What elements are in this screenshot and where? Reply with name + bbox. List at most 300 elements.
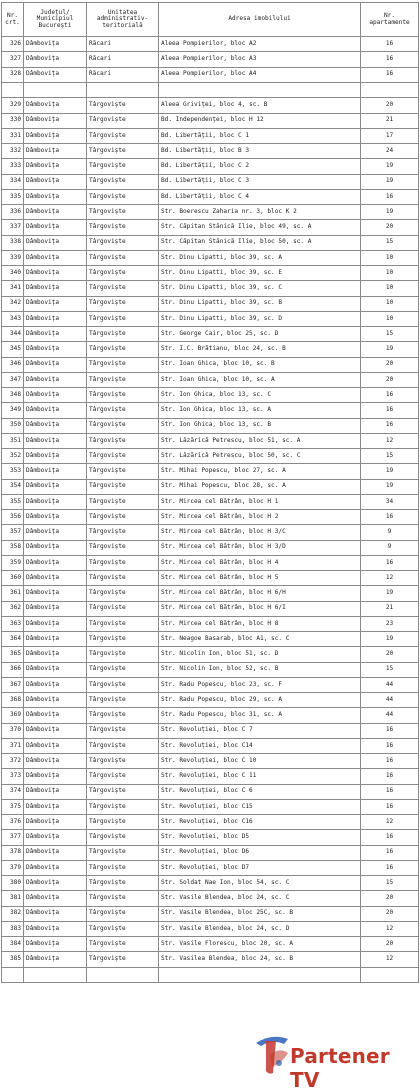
- header-judet: Județul/ Municipiul București: [24, 3, 87, 37]
- table-row: [2, 52, 419, 67]
- cell-apartamente: 10: [361, 311, 419, 326]
- table-row: [2, 723, 419, 738]
- cell-unitate: Târgoviște: [87, 357, 159, 372]
- cell-adresa: Str. Soldat Nae Ion, bloc 54, sc. C: [159, 876, 361, 891]
- cell-nr: 356: [2, 510, 24, 525]
- cell-nr: 351: [2, 433, 24, 448]
- cell-apartamente: 15: [361, 449, 419, 464]
- cell-adresa: Aleea Pompierilor, bloc A4: [159, 67, 361, 82]
- cell-judet: Dâmbovița: [24, 266, 87, 281]
- cell-adresa: Str. Căpitan Stănică Ilie, bloc 49, sc. A: [159, 220, 361, 235]
- cell-judet: Dâmbovița: [24, 738, 87, 753]
- cell-adresa: Str. Revoluției, bloc C 7: [159, 723, 361, 738]
- table-row: [2, 144, 419, 159]
- table-row: [2, 266, 419, 281]
- cell-unitate: Târgoviște: [87, 174, 159, 189]
- cell-adresa: Str. Mircea cel Bătrân, bloc H 3/C: [159, 525, 361, 540]
- cell-apartamente: 24: [361, 144, 419, 159]
- table-row: [2, 815, 419, 830]
- cell-apartamente: 16: [361, 830, 419, 845]
- table-body-main: [2, 98, 419, 967]
- cell-nr: 360: [2, 571, 24, 586]
- cell-nr: 357: [2, 525, 24, 540]
- cell-unitate: Târgoviște: [87, 449, 159, 464]
- cell-apartamente: 20: [361, 372, 419, 387]
- cell-unitate: Târgoviște: [87, 98, 159, 113]
- cell-apartamente: 19: [361, 159, 419, 174]
- cell-nr: 358: [2, 540, 24, 555]
- cell-unitate: Târgoviște: [87, 555, 159, 570]
- table-header-row: [2, 3, 419, 37]
- cell-adresa: Str. Revoluției, bloc D7: [159, 860, 361, 875]
- table-row: [2, 433, 419, 448]
- cell-unitate: Răcari: [87, 52, 159, 67]
- cell-apartamente: 12: [361, 571, 419, 586]
- cell-judet: Dâmbovița: [24, 296, 87, 311]
- cell-unitate: Târgoviște: [87, 159, 159, 174]
- cell-nr: 352: [2, 449, 24, 464]
- blank-row: [2, 82, 419, 98]
- cell-nr: 327: [2, 52, 24, 67]
- cell-unitate: Târgoviște: [87, 525, 159, 540]
- cell-nr: 364: [2, 632, 24, 647]
- cell-unitate: Târgoviște: [87, 723, 159, 738]
- cell-judet: Dâmbovița: [24, 647, 87, 662]
- cell-nr: 366: [2, 662, 24, 677]
- cell-nr: 376: [2, 815, 24, 830]
- cell-adresa: Aleea Pompierilor, bloc A2: [159, 37, 361, 52]
- cell-judet: Dâmbovița: [24, 510, 87, 525]
- cell-judet: Dâmbovița: [24, 464, 87, 479]
- cell-unitate: Târgoviște: [87, 754, 159, 769]
- cell-adresa: Bd. Independenței, bloc H 12: [159, 113, 361, 128]
- cell-judet: Dâmbovița: [24, 174, 87, 189]
- cell-adresa: Str. Revoluției, bloc C 11: [159, 769, 361, 784]
- cell-adresa: Str. Neagoe Basarab, bloc A1, sc. C: [159, 632, 361, 647]
- cell-nr: 361: [2, 586, 24, 601]
- cell-adresa: Str. I.C. Brătianu, bloc 24, sc. B: [159, 342, 361, 357]
- watermark-text: Partener TV: [290, 1044, 390, 1092]
- cell-nr: 339: [2, 250, 24, 265]
- cell-judet: Dâmbovița: [24, 189, 87, 204]
- cell-judet: Dâmbovița: [24, 144, 87, 159]
- cell-unitate: Târgoviște: [87, 632, 159, 647]
- table-row: [2, 616, 419, 631]
- cell-nr: 342: [2, 296, 24, 311]
- cell-apartamente: 23: [361, 616, 419, 631]
- cell-adresa: Str. Mircea cel Bătrân, bloc H 4: [159, 555, 361, 570]
- cell-apartamente: 19: [361, 464, 419, 479]
- cell-judet: Dâmbovița: [24, 388, 87, 403]
- cell-unitate: Târgoviște: [87, 189, 159, 204]
- cell-adresa: Str. Căpitan Stănică Ilie, bloc 50, sc. A: [159, 235, 361, 250]
- cell-judet: Dâmbovița: [24, 799, 87, 814]
- cell-judet: Dâmbovița: [24, 830, 87, 845]
- cell-adresa: Str. Vasilea Blendea, bloc 24, sc. B: [159, 952, 361, 967]
- cell-nr: 344: [2, 327, 24, 342]
- cell-unitate: Târgoviște: [87, 113, 159, 128]
- cell-unitate: Târgoviște: [87, 830, 159, 845]
- cell-nr: 378: [2, 845, 24, 860]
- cell-adresa: Str. Mihai Popescu, bloc 28, sc. A: [159, 479, 361, 494]
- cell-adresa: Str. Vasile Florescu, bloc 20, sc. A: [159, 937, 361, 952]
- table-row: [2, 113, 419, 128]
- cell-judet: Dâmbovița: [24, 662, 87, 677]
- table-row: [2, 205, 419, 220]
- table-row: [2, 449, 419, 464]
- cell-apartamente: 16: [361, 510, 419, 525]
- cell-adresa: Str. Vasile Blendea, bloc 25C, sc. B: [159, 906, 361, 921]
- cell-nr: 330: [2, 113, 24, 128]
- cell-apartamente: 19: [361, 632, 419, 647]
- cell-adresa: Str. Ion Ghica, bloc 13, sc. A: [159, 403, 361, 418]
- cell-judet: Dâmbovița: [24, 540, 87, 555]
- partener-tv-watermark: [248, 1033, 418, 1092]
- cell-unitate: Târgoviște: [87, 601, 159, 616]
- cell-unitate: Târgoviște: [87, 479, 159, 494]
- cell-apartamente: 19: [361, 205, 419, 220]
- cell-nr: 345: [2, 342, 24, 357]
- cell-nr: 384: [2, 937, 24, 952]
- cell-apartamente: 16: [361, 769, 419, 784]
- partener-tv-logo-icon: [252, 1033, 292, 1077]
- cell-judet: Dâmbovița: [24, 98, 87, 113]
- table-row: [2, 128, 419, 143]
- cell-judet: Dâmbovița: [24, 342, 87, 357]
- cell-adresa: Str. Mircea cel Bătrân, bloc H 2: [159, 510, 361, 525]
- cell-nr: 370: [2, 723, 24, 738]
- cell-nr: 347: [2, 372, 24, 387]
- cell-judet: Dâmbovița: [24, 723, 87, 738]
- header-nr: Nr. crt.: [2, 3, 24, 37]
- cell-apartamente: 15: [361, 662, 419, 677]
- cell-unitate: Târgoviște: [87, 327, 159, 342]
- cell-apartamente: 16: [361, 784, 419, 799]
- cell-unitate: Târgoviște: [87, 937, 159, 952]
- table-row: [2, 876, 419, 891]
- cell-judet: Dâmbovița: [24, 693, 87, 708]
- cell-apartamente: 16: [361, 555, 419, 570]
- cell-adresa: Aleea Pompierilor, bloc A3: [159, 52, 361, 67]
- cell-nr: 346: [2, 357, 24, 372]
- cell-adresa: Bd. Libertății, bloc C 3: [159, 174, 361, 189]
- table-row: [2, 159, 419, 174]
- cell-judet: Dâmbovița: [24, 586, 87, 601]
- cell-apartamente: 12: [361, 815, 419, 830]
- cell-adresa: Str. Revoluției, bloc D5: [159, 830, 361, 845]
- cell-adresa: Bd. Libertății, bloc B 3: [159, 144, 361, 159]
- cell-unitate: Târgoviște: [87, 250, 159, 265]
- table-row: [2, 342, 419, 357]
- cell-nr: 341: [2, 281, 24, 296]
- cell-judet: Dâmbovița: [24, 327, 87, 342]
- cell-judet: Dâmbovița: [24, 677, 87, 692]
- cell-judet: Dâmbovița: [24, 67, 87, 82]
- cell-adresa: Str. Mircea cel Bătrân, bloc H 5: [159, 571, 361, 586]
- cell-unitate: Târgoviște: [87, 388, 159, 403]
- cell-apartamente: 16: [361, 37, 419, 52]
- cell-judet: Dâmbovița: [24, 754, 87, 769]
- cell-unitate: Târgoviște: [87, 433, 159, 448]
- cell-apartamente: 16: [361, 189, 419, 204]
- cell-judet: Dâmbovița: [24, 449, 87, 464]
- cell-adresa: Str. Mircea cel Bătrân, bloc H 8: [159, 616, 361, 631]
- cell-judet: Dâmbovița: [24, 937, 87, 952]
- table-row: [2, 555, 419, 570]
- cell-apartamente: 19: [361, 342, 419, 357]
- cell-unitate: Târgoviște: [87, 693, 159, 708]
- cell-apartamente: 21: [361, 601, 419, 616]
- cell-unitate: Târgoviște: [87, 876, 159, 891]
- cell-nr: 336: [2, 205, 24, 220]
- cell-adresa: Str. Revoluției, bloc C 10: [159, 754, 361, 769]
- cell-unitate: Târgoviște: [87, 403, 159, 418]
- cell-nr: 350: [2, 418, 24, 433]
- cell-unitate: Târgoviște: [87, 784, 159, 799]
- cell-apartamente: 10: [361, 266, 419, 281]
- cell-nr: 349: [2, 403, 24, 418]
- cell-adresa: Str. Mircea cel Bătrân, bloc H 6/H: [159, 586, 361, 601]
- cell-judet: Dâmbovița: [24, 845, 87, 860]
- cell-unitate: Târgoviște: [87, 815, 159, 830]
- cell-unitate: Târgoviște: [87, 266, 159, 281]
- cell-unitate: Târgoviște: [87, 891, 159, 906]
- cell-apartamente: 16: [361, 388, 419, 403]
- cell-judet: Dâmbovița: [24, 311, 87, 326]
- cell-nr: 328: [2, 67, 24, 82]
- table-row: [2, 311, 419, 326]
- table-row: [2, 677, 419, 692]
- cell-unitate: Târgoviște: [87, 220, 159, 235]
- cell-adresa: Str. George Cair, bloc 25, sc. D: [159, 327, 361, 342]
- cell-adresa: Str. Radu Popescu, bloc 29, sc. A: [159, 693, 361, 708]
- table-row: [2, 784, 419, 799]
- cell-adresa: Str. Ion Ghica, bloc 13, sc. C: [159, 388, 361, 403]
- cell-nr: 369: [2, 708, 24, 723]
- cell-adresa: Str. Revoluției, bloc C15: [159, 799, 361, 814]
- cell-judet: Dâmbovița: [24, 128, 87, 143]
- cell-adresa: Str. Mircea cel Bătrân, bloc H 1: [159, 494, 361, 509]
- cell-nr: 329: [2, 98, 24, 113]
- cell-nr: 382: [2, 906, 24, 921]
- cell-unitate: Târgoviște: [87, 921, 159, 936]
- cell-judet: Dâmbovița: [24, 952, 87, 967]
- cell-apartamente: 16: [361, 403, 419, 418]
- cell-nr: 333: [2, 159, 24, 174]
- cell-apartamente: 19: [361, 174, 419, 189]
- cell-judet: Dâmbovița: [24, 37, 87, 52]
- cell-unitate: Târgoviște: [87, 860, 159, 875]
- cell-unitate: Târgoviște: [87, 205, 159, 220]
- cell-unitate: Târgoviște: [87, 799, 159, 814]
- table-row: [2, 357, 419, 372]
- cell-adresa: Bd. Libertății, bloc C 1: [159, 128, 361, 143]
- cell-apartamente: 12: [361, 952, 419, 967]
- cell-apartamente: 12: [361, 433, 419, 448]
- header-unitate: Unitatea administrativ-teritorială: [87, 3, 159, 37]
- cell-nr: 343: [2, 311, 24, 326]
- cell-unitate: Târgoviște: [87, 235, 159, 250]
- cell-nr: 359: [2, 555, 24, 570]
- table-row: [2, 601, 419, 616]
- table-row: [2, 296, 419, 311]
- cell-apartamente: 9: [361, 525, 419, 540]
- cell-judet: Dâmbovița: [24, 418, 87, 433]
- cell-adresa: Str. Radu Popescu, bloc 31, sc. A: [159, 708, 361, 723]
- cell-judet: Dâmbovița: [24, 433, 87, 448]
- cell-judet: Dâmbovița: [24, 876, 87, 891]
- cell-adresa: Str. Vasile Blendea, bloc 24, sc. C: [159, 891, 361, 906]
- cell-apartamente: 16: [361, 738, 419, 753]
- cell-unitate: Târgoviște: [87, 952, 159, 967]
- apartments-table: [1, 2, 419, 983]
- cell-unitate: Târgoviște: [87, 372, 159, 387]
- table-row: [2, 937, 419, 952]
- cell-nr: 332: [2, 144, 24, 159]
- cell-nr: 374: [2, 784, 24, 799]
- table-row: [2, 479, 419, 494]
- table-row: [2, 510, 419, 525]
- table-row: [2, 708, 419, 723]
- cell-judet: Dâmbovița: [24, 906, 87, 921]
- cell-nr: 379: [2, 860, 24, 875]
- cell-apartamente: 10: [361, 250, 419, 265]
- cell-adresa: Bd. Libertății, bloc C 4: [159, 189, 361, 204]
- cell-judet: Dâmbovița: [24, 403, 87, 418]
- cell-unitate: Târgoviște: [87, 418, 159, 433]
- table-body-top: [2, 37, 419, 83]
- cell-unitate: Târgoviște: [87, 845, 159, 860]
- cell-nr: 371: [2, 738, 24, 753]
- cell-nr: 375: [2, 799, 24, 814]
- cell-nr: 383: [2, 921, 24, 936]
- cell-nr: 348: [2, 388, 24, 403]
- table-row: [2, 189, 419, 204]
- cell-adresa: Str. Mihai Popescu, bloc 27, sc. A: [159, 464, 361, 479]
- cell-unitate: Târgoviște: [87, 616, 159, 631]
- cell-unitate: Târgoviște: [87, 571, 159, 586]
- cell-adresa: Str. Mircea cel Bătrân, bloc H 6/I: [159, 601, 361, 616]
- cell-unitate: Târgoviște: [87, 281, 159, 296]
- table-row: [2, 372, 419, 387]
- cell-apartamente: 21: [361, 113, 419, 128]
- cell-judet: Dâmbovița: [24, 357, 87, 372]
- cell-adresa: Aleea Griviței, bloc 4, sc. B: [159, 98, 361, 113]
- cell-adresa: Str. Dinu Lipatti, bloc 39, sc. C: [159, 281, 361, 296]
- cell-unitate: Târgoviște: [87, 296, 159, 311]
- cell-nr: 335: [2, 189, 24, 204]
- cell-unitate: Târgoviște: [87, 128, 159, 143]
- cell-adresa: Str. Dinu Lipatti, bloc 39, sc. D: [159, 311, 361, 326]
- cell-adresa: Str. Mircea cel Bătrân, bloc H 3/D: [159, 540, 361, 555]
- cell-apartamente: 10: [361, 281, 419, 296]
- cell-apartamente: 20: [361, 906, 419, 921]
- cell-adresa: Bd. Libertății, bloc C 2: [159, 159, 361, 174]
- cell-apartamente: 19: [361, 479, 419, 494]
- cell-unitate: Târgoviște: [87, 144, 159, 159]
- table-row: [2, 647, 419, 662]
- cell-adresa: Str. Ioan Ghica, bloc 10, sc. A: [159, 372, 361, 387]
- cell-judet: Dâmbovița: [24, 616, 87, 631]
- cell-unitate: Târgoviște: [87, 662, 159, 677]
- cell-apartamente: 16: [361, 860, 419, 875]
- cell-adresa: Str. Revoluției, bloc C16: [159, 815, 361, 830]
- cell-apartamente: 10: [361, 296, 419, 311]
- table-row: [2, 494, 419, 509]
- cell-apartamente: 20: [361, 891, 419, 906]
- cell-apartamente: 16: [361, 723, 419, 738]
- cell-nr: 363: [2, 616, 24, 631]
- cell-apartamente: 15: [361, 327, 419, 342]
- cell-adresa: Str. Ion Ghica, bloc 13, sc. B: [159, 418, 361, 433]
- table-row: [2, 98, 419, 113]
- cell-unitate: Răcari: [87, 67, 159, 82]
- table-row: [2, 37, 419, 52]
- cell-unitate: Târgoviște: [87, 769, 159, 784]
- cell-nr: 380: [2, 876, 24, 891]
- cell-unitate: Târgoviște: [87, 510, 159, 525]
- table-row: [2, 540, 419, 555]
- cell-judet: Dâmbovița: [24, 632, 87, 647]
- cell-adresa: Str. Nicolin Ion, bloc 51, sc. D: [159, 647, 361, 662]
- cell-apartamente: 34: [361, 494, 419, 509]
- cell-judet: Dâmbovița: [24, 784, 87, 799]
- cell-apartamente: 16: [361, 845, 419, 860]
- cell-judet: Dâmbovița: [24, 159, 87, 174]
- table-row: [2, 250, 419, 265]
- cell-unitate: Târgoviște: [87, 738, 159, 753]
- cell-judet: Dâmbovița: [24, 235, 87, 250]
- cell-nr: 367: [2, 677, 24, 692]
- table-row: [2, 662, 419, 677]
- cell-judet: Dâmbovița: [24, 52, 87, 67]
- cell-judet: Dâmbovița: [24, 860, 87, 875]
- cell-apartamente: 44: [361, 677, 419, 692]
- cell-nr: 338: [2, 235, 24, 250]
- cell-apartamente: 17: [361, 128, 419, 143]
- cell-nr: 355: [2, 494, 24, 509]
- cell-judet: Dâmbovița: [24, 479, 87, 494]
- table-row: [2, 754, 419, 769]
- cell-judet: Dâmbovița: [24, 555, 87, 570]
- table-trailing: [2, 967, 419, 982]
- cell-nr: 334: [2, 174, 24, 189]
- cell-judet: Dâmbovița: [24, 205, 87, 220]
- header-apartamente: Nr. apartamente: [361, 3, 419, 37]
- cell-apartamente: 44: [361, 708, 419, 723]
- cell-judet: Dâmbovița: [24, 525, 87, 540]
- cell-judet: Dâmbovița: [24, 113, 87, 128]
- cell-apartamente: 20: [361, 357, 419, 372]
- cell-adresa: Str. Revoluției, bloc C14: [159, 738, 361, 753]
- cell-judet: Dâmbovița: [24, 220, 87, 235]
- cell-apartamente: 19: [361, 586, 419, 601]
- cell-nr: 385: [2, 952, 24, 967]
- table-row: [2, 281, 419, 296]
- cell-unitate: Târgoviște: [87, 906, 159, 921]
- cell-apartamente: 44: [361, 693, 419, 708]
- cell-unitate: Târgoviște: [87, 494, 159, 509]
- cell-apartamente: 16: [361, 418, 419, 433]
- cell-unitate: Târgoviște: [87, 311, 159, 326]
- cell-apartamente: 15: [361, 876, 419, 891]
- cell-adresa: Str. Lăzărică Petrescu, bloc 50, sc. C: [159, 449, 361, 464]
- cell-apartamente: 20: [361, 98, 419, 113]
- cell-nr: 373: [2, 769, 24, 784]
- cell-adresa: Str. Lăzărică Petrescu, bloc 51, sc. A: [159, 433, 361, 448]
- cell-adresa: Str. Dinu Lipatti, bloc 39, sc. A: [159, 250, 361, 265]
- cell-nr: 362: [2, 601, 24, 616]
